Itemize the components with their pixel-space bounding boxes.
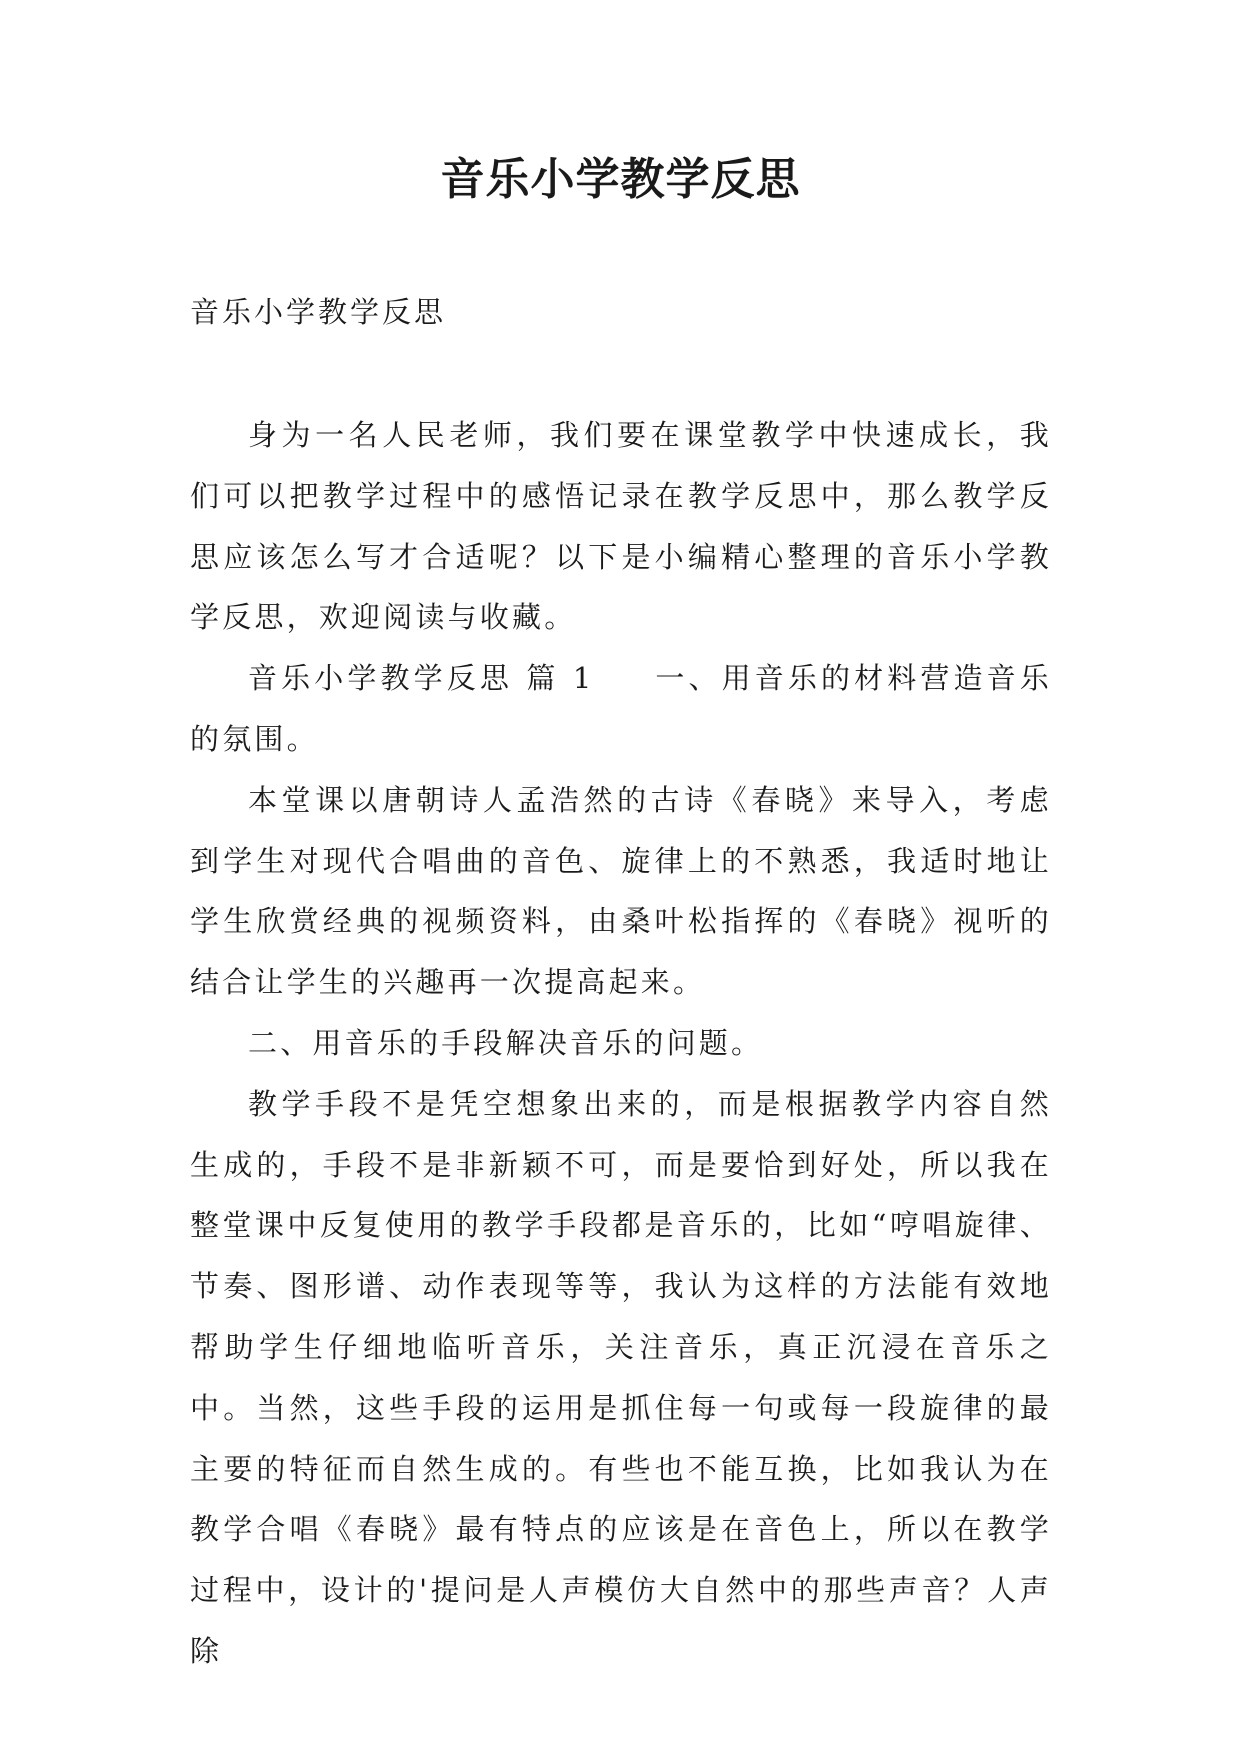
section-heading-2: 二、用音乐的手段解决音乐的问题。 (248, 1025, 764, 1060)
article-heading-paragraph (190, 648, 1052, 770)
intro-paragraph: 身为一名人民老师，我们要在课堂教学中快速成长，我们可以把教学过程中的感悟记录在教学反思中，那么教学反思应该怎么写才合适呢？以下是小编精心整理的音乐小学教学反思，欢迎阅读与收藏。 (190, 418, 1052, 635)
paragraph-section-1: 本堂课以唐朝诗人孟浩然的古诗《春晓》来导入，考虑到学生对现代合唱曲的音色、旋律上的不熟悉，我适时地让学生欣赏经典的视频资料，由桑叶松指挥的《春晓》视听的结合让学生的兴趣再一次提高起来。 (190, 782, 1052, 1000)
article-label: 音乐小学教学反思 篇 1 (248, 661, 595, 696)
section-heading-1: 一、用音乐的材料营造音乐的氛围。 (190, 661, 1052, 756)
document-title: 音乐小学教学反思 (440, 154, 801, 205)
paragraph-section-2: 教学手段不是凭空想象出来的，而是根据教学内容自然生成的，手段不是非新颖不可，而是要恰到好处，所以我在整堂课中反复使用的教学手段都是音乐的，比如“哼唱旋律、节奏、图形谱、动作表现等等，我认为这样的方法能有效地帮助学生仔细地临听音乐，关注音乐，真正沉浸在音乐之中。当然，这些手段的运用是抓住每一句或每一段旋律的最主要的特征而自然生成的。有些也不能互换，比如我认为在教学合唱《春晓》最有特点的应该是在音色上，所以在教学过程中，设计的'提问是人声模仿大自然中的那些声音？人声除 (190, 1086, 1052, 1668)
document-body (190, 405, 1052, 1682)
document-subtitle: 音乐小学教学反思 (190, 295, 447, 329)
